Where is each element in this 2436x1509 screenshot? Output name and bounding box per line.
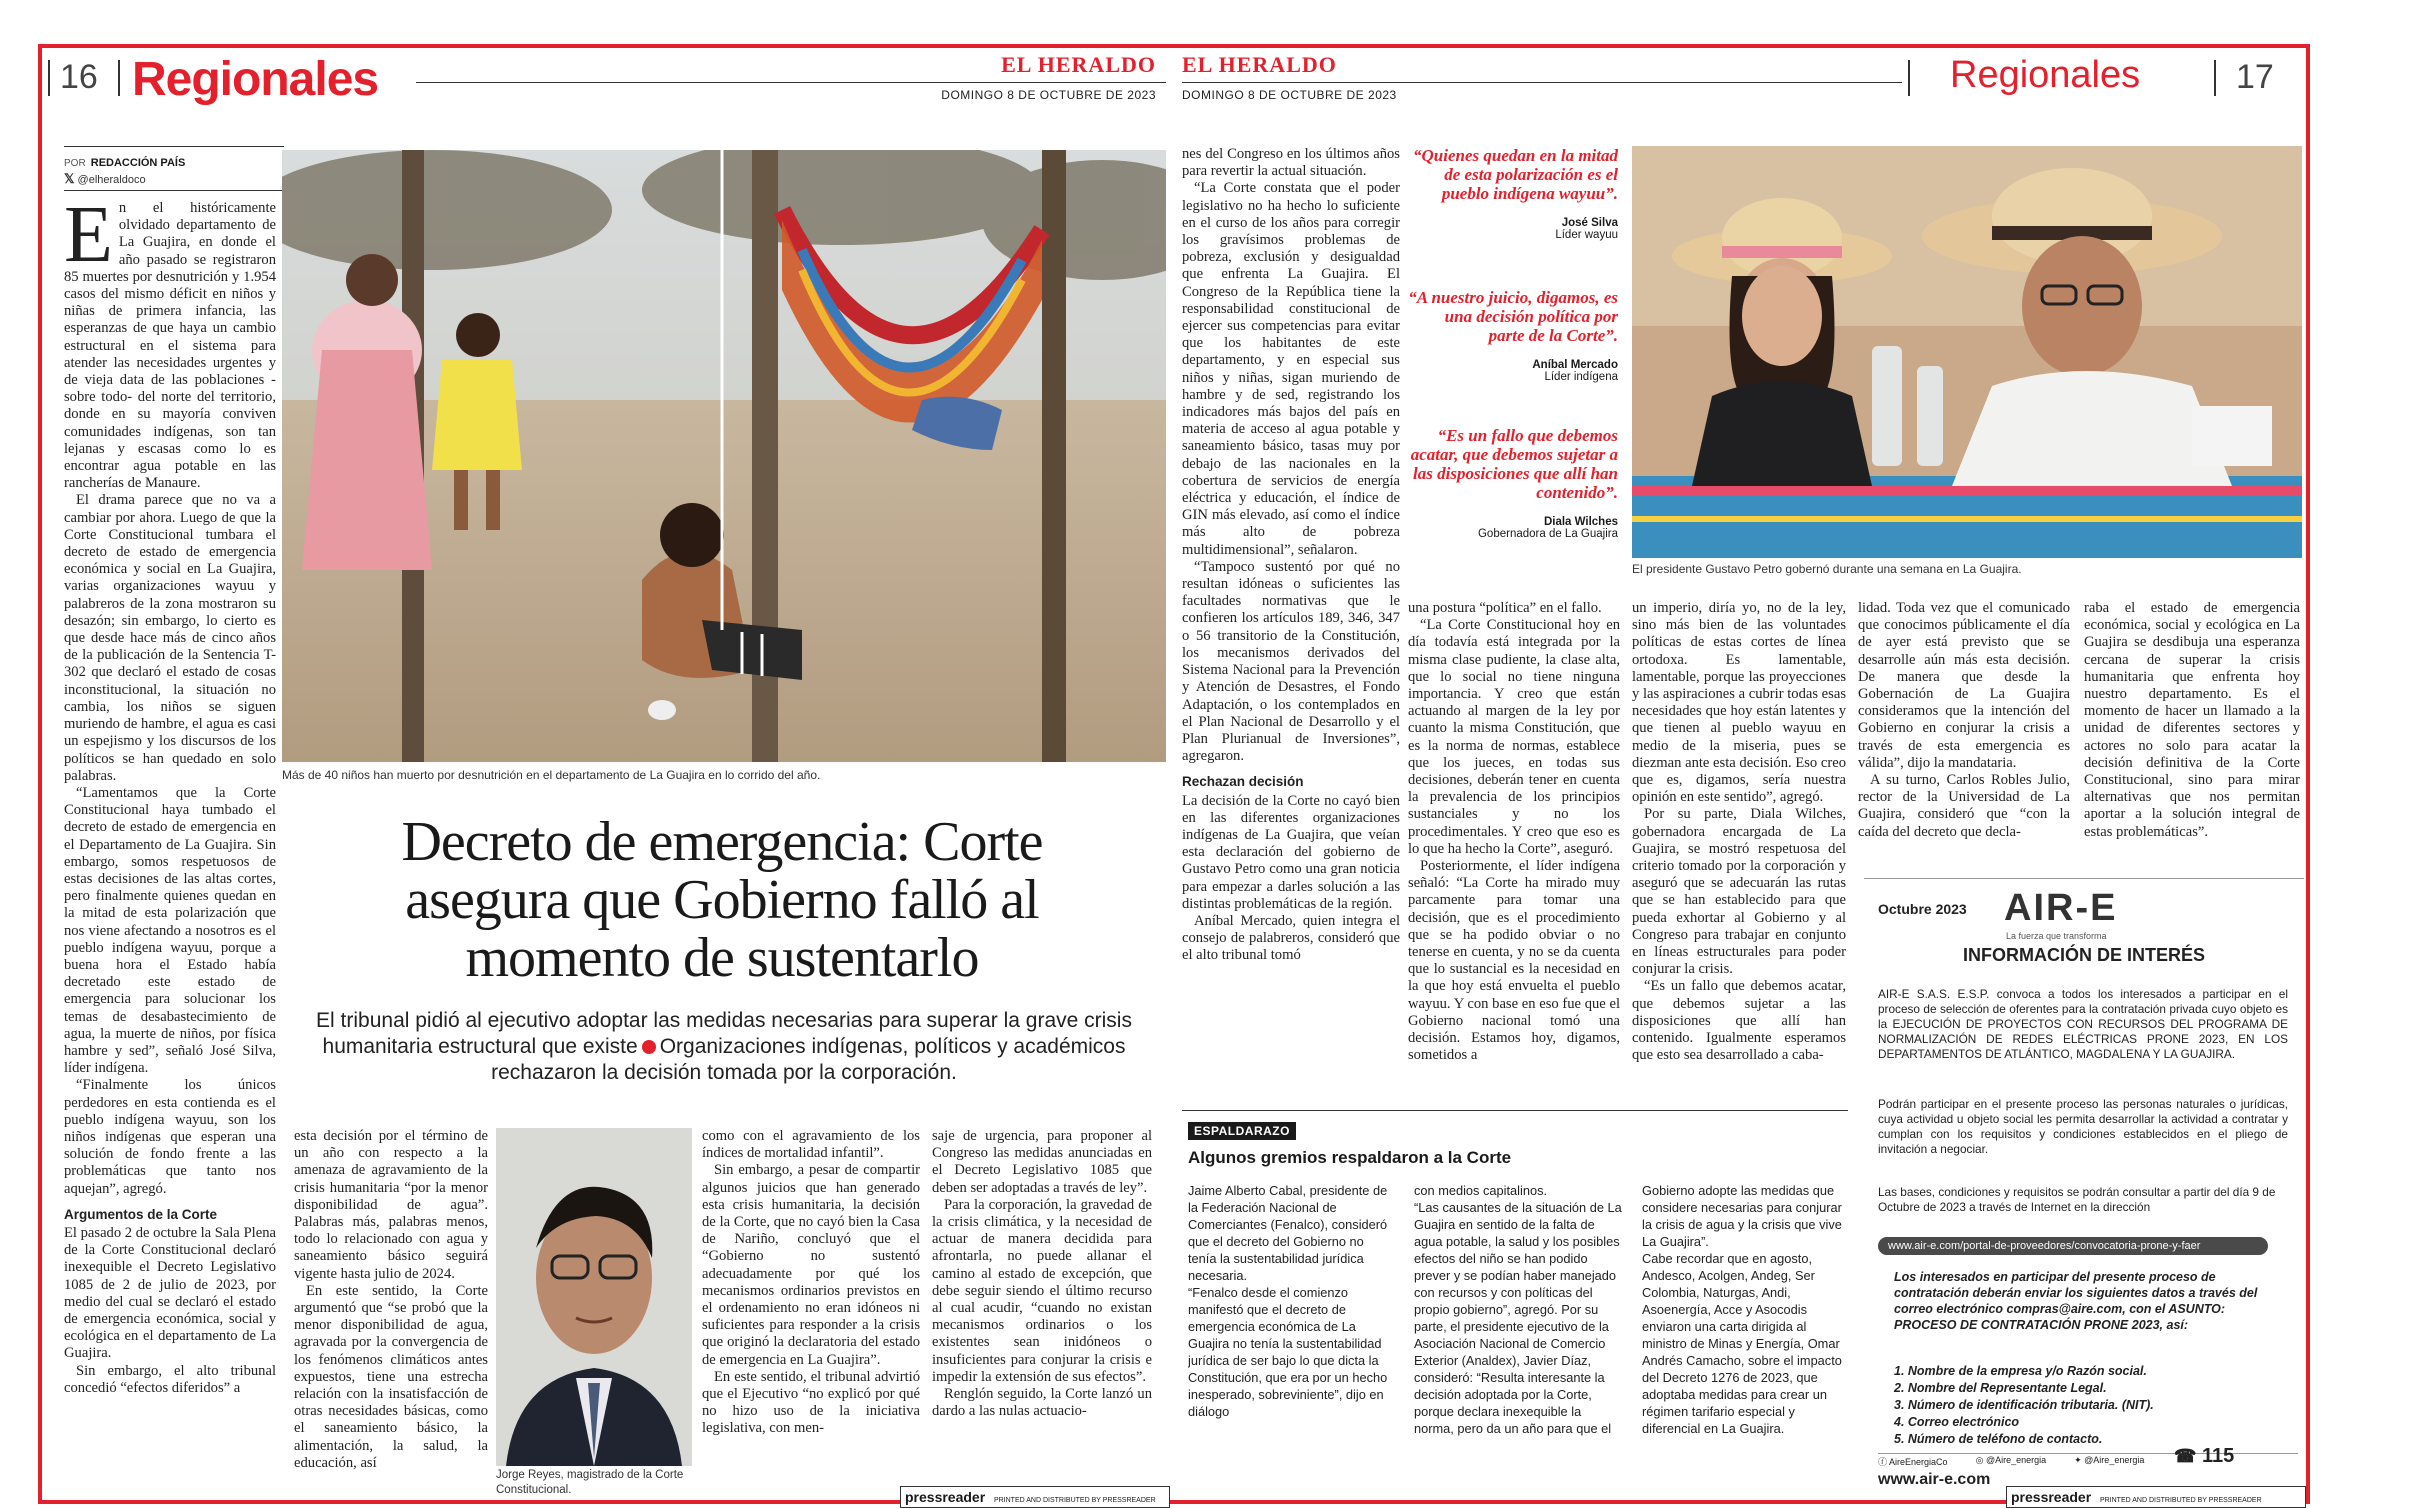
byline-author: REDACCIÓN PAÍS	[90, 157, 186, 169]
box-col-3: Gobierno adopte las medidas que considere necesarias para conjurar la crisis de agua y la crisis que vive La Guajira”. Cabe recordar que en agosto, Andesco, Acolgen, Andeg, Ser Colombia, Naturgas, Andi, Asoenergía, Acce y Asocodis enviaron una carta dirigida al ministro de Minas y Energía, Omar Andrés Camacho, sobre el impacto del Decreto 1276 de 2023, que adoptaba medidas para crear un régimen tarifario especial y diferencial en La Guajira.	[1642, 1183, 1842, 1436]
right-col-4: lidad. Toda vez que el comunicado que conocimos públicamente el día de ayer está previsto que se desarrolle aún más esta decisión. De manera que desde la Gobernación de La Guajira consideramos que la intención del Gobierno en conjurar la crisis a través de esta emergencia es válida”, dijo la mandataria. A su turno, Carlos Robles Julio, rector de la Universidad de La Guajira, consideró que “con la caída del decreto que decla-	[1858, 600, 2070, 840]
x-social-icon: 𝕏	[64, 171, 75, 186]
left-page	[42, 48, 1170, 1508]
social-handle[interactable]: @elheraldoco	[77, 174, 146, 186]
ad-title: INFORMACIÓN DE INTERÉS	[1962, 945, 2205, 965]
right-col-2: una postura “política” en el fallo. “La Corte Constitucional hoy en día todavía está integrada por la misma clase pudiente, la clase alta, que lo social no tiene ninguna importancia. Y creo que están actuando al margen de la ley por cuanto la misma Constitución, que es la norma de normas, establece que los jueces, en todas sus decisiones, deberán tener en cuenta la prevalencia de los principios sustanciales y no los procedimentales. Y creo que eso es lo que ha hecho la Corte”, aseguró. Posteriormente, el líder indígena señaló: “La Corte ha mirado muy parcamente para tomar una decisión, que es el procedimiento que se ha podido obviar o no tenerse en cuenta, y no se da cuenta que lo sustancial es la necesidad en la que hoy está envuelta el pueblo wayuu. Y con base en eso fue que el Gobierno nacional tomó una decisión. Estamos hoy, digamos, sometidos a	[1408, 600, 1620, 1064]
dek: El tribunal pidió al ejecutivo adoptar las medidas necesarias para superar la grave crisis humanitaria estructural que existe Organizaciones indígenas, políticos y académicos rechazaron la decisión tomada por la corporación.	[316, 1009, 1132, 1084]
drop-cap: E	[64, 200, 113, 279]
masthead-brand-right: EL HERALDO	[1182, 52, 1337, 77]
red-bullet-icon	[642, 1040, 656, 1054]
issue-date-right: DOMINGO 8 DE OCTUBRE DE 2023	[1182, 88, 1397, 102]
newspaper-spread	[38, 44, 2310, 1504]
headline: Decreto de emergencia: Corte asegura que Gobierno falló al momento de sustentarlo	[401, 811, 1043, 989]
petro-photo-illustration	[1632, 146, 2302, 558]
portrait-caption: Jorge Reyes, magistrado de la Corte Constitucional.	[496, 1469, 684, 1496]
twitter-icon: ✦	[2074, 1455, 2082, 1465]
right-col-3: un imperio, diría yo, no de la ley, sino más bien de las voluntades políticas de estas cortes de línea ortodoxa. Es lamentable, lamentable, porque las proyecciones y las aspiraciones a cubrir todas esas necesidades que hoy están latentes y que tienen al pueblo wayuu en medio de la miseria, pues se diezman ante esta decisión. Eso creo que es, digamos, sería nuestra opinión en este sentido”, agregó. Por su parte, Diala Wilches, gobernadora encargada de La Guajira, se mostró respetuosa del criterio tomado por la corporación y aseguró que se adecuarán las rutas que se han establecido para que pueda exhortar al Gobierno y al Congreso para trabajar en conjunto en líneas estructurales para poder conjurar la crisis. “Es un fallo que debemos acatar, que debemos sujetar a las disposiciones que allí han contenido. Igualmente esperamos que esto sea desarrollado a caba-	[1632, 600, 1846, 1064]
petro-photo-caption: El presidente Gustavo Petro gobernó durante una semana en La Guajira.	[1632, 562, 2022, 576]
portrait-jorge-reyes	[496, 1128, 692, 1466]
facebook-icon: ⓕ	[1878, 1457, 1888, 1467]
byline: POR REDACCIÓN PAÍS 𝕏 @elheraldoco	[64, 146, 284, 191]
box-title: Algunos gremios respaldaron a la Corte	[1188, 1148, 1512, 1167]
left-col-3: como con el agravamiento de los índices de mortalidad infantil”. Sin embargo, a pesar de compartir algunos juicios que han generado esta crisis humanitaria, la decisión de la Corte, que no cayó bien la Casa de Nariño, concluyó que el “Gobierno no sustentó adecuadamente por qué los mecanismos ordinarios previstos en el ordenamiento no eran idóneos ni suficientes para responder a la crisis que originó la declaratoria del estado de emergencia en La Guajira”. En este sentido, el tribunal advirtió que el Ejecutivo “no explicó por qué no hizo uso de la iniciativa legislativa, con men-	[702, 1128, 920, 1437]
ad-social-links: ⓕ AireEnergiaCo ◎ @Aire_energia ✦ @Aire_energia	[1878, 1455, 2145, 1467]
ad-url-bar[interactable]: www.air-e.com/portal-de-proveedores/convocatoria-prone-y-faer	[1878, 1237, 2268, 1255]
subhead-argumentos: Argumentos de la Corte	[64, 1206, 218, 1222]
headset-icon: ☎	[2174, 1446, 2197, 1466]
right-col-5: raba el estado de emergencia económica, social y ecológica en La Guajira se desdibuja una esperanza cercana de superar la crisis humanitaria que enfrenta hoy nuestro departamento. Es el momento de hacer un llamado a la unidad de diferentes sectores y actores no solo para acatar la decisión definitiva de la Corte Constitucional, sino para mirar alternativas que nos permitan aportar a la solución integral de estas problemáticas”.	[2084, 600, 2300, 840]
portrait-illustration	[496, 1128, 692, 1466]
right-col-1: nes del Congreso en los últimos años para revertir la actual situación. “La Corte constata que el poder legislativo no ha hecho lo suficiente en el curso de los años para corregir los gravísimos problemas de pobreza, exclusión y desigualdad que enfrenta La Guajira. El Congreso de la República tiene la responsabilidad constitucional de ejercer sus competencias para evitar que los habitantes de este departamento, y en especial sus niños y niñas, sigan muriendo de hambre y de sed, registrando los indicadores más bajos del país en materia de acceso al agua potable y saneamiento básico, tasas muy por debajo de las nacionales en la cobertura de servicios de energía eléctrica y educación, el índice de GIN más elevado, así como el índice más alto de pobreza multidimensional”, señalaron. “Tampoco sustentó por qué no resultan idóneas o suficientes las facultades normativas que le confieren los artículos 189, 346, 347 o 56 transitorio de la Constitución, los mecanismos derivados del Sistema Nacional para la Prevención y Atención de Desastres, el Fondo Adaptación, o los contemplados en el Plan Nacional de Desarrollo y el Plan Plurianual de Inversiones”, agregaron. Rechazan decisión La decisión de la Corte no cayó bien en las diferentes organizaciones indígenas de La Guajira, que veían esta declaración del gobierno de Gustavo Petro como una gran noticia para empezar a darles solución a las distintas problemáticas de la región. Aníbal Mercado, quien integra el consejo de palabreros, consideró que el alto tribunal tomó	[1182, 146, 1400, 964]
ad-website[interactable]: www.air-e.com	[1878, 1471, 1991, 1488]
page-number: 16	[60, 58, 98, 96]
box-col-1: Jaime Alberto Cabal, presidente de la Federación Nacional de Comerciantes (Fenalco), consideró que el decreto del Gobierno no tenía la sustentabilidad jurídica necesaria. “Fenalco desde el comienzo manifestó que el decreto de emergencia económica de La Guajira no tenía la sustentabilidad jurídica de ser bajo lo que dicta la Constitución, que era por un hecho inesperado, sobreviniente”, dijo en diálogo	[1188, 1183, 1388, 1419]
left-col-4: saje de urgencia, para proponer al Congreso las medidas anunciadas en el Decreto Legislativo 1085 que deben ser adoptadas a través de ley”. Para la corporación, la gravedad de la crisis climática, y la necesidad de actuar de manera decidida para afrontarla, no puede allanar el camino al estado de excepción, que debe seguir siendo el último recurso al cual acudir, “cuando no existan mecanismos ordinarios o los existentes sean inidóneos o insuficientes para conjurar la crisis e impedir la extensión de sus efectos”. Renglón seguido, la Corte lanzó un dardo a las nulas actuacio-	[932, 1128, 1152, 1420]
pressreader-footer-right[interactable]: pressreader PRINTED AND DISTRIBUTED BY PRESSREADER	[2006, 1486, 2306, 1508]
pull-quote-anibal-mercado: “A nuestro juicio, digamos, es una decisión política por parte de la Corte”. Aníbal Mercado Líder indígena	[1408, 288, 1618, 383]
left-col-2: esta decisión por el término de un año con respecto a la amenaza de agravamiento de la crisis humanitaria “por la menor disponibilidad de agua”. Palabras más, palabras menos, todo lo relacionado con agua y saneamiento básico seguirá vigente hasta julio de 2024. En este sentido, la Corte argumentó que “se probó que la menor disponibilidad de agua, agravada por la convergencia de los fenómenos climáticos antes expuestos, tiene una estrecha relación con la insatisfacción de otras necesidades básicas, como el saneamiento básico, la alimentación, la salud, la educación, así	[294, 1128, 488, 1471]
photo-gustavo-petro	[1632, 146, 2302, 558]
children-photo-illustration	[282, 150, 1166, 762]
pull-quote-jose-silva: “Quienes quedan en la mitad de esta polarización es el pueblo indígena wayuu”. José Silva Líder wayuu	[1413, 146, 1618, 241]
issue-date: DOMINGO 8 DE OCTUBRE DE 2023	[941, 88, 1156, 102]
main-photo-caption: Más de 40 niños han muerto por desnutrición en el departamento de La Guajira en lo corrido del año.	[282, 768, 821, 782]
masthead-brand: EL HERALDO	[1001, 52, 1156, 77]
ad-phone: ☎ 115	[2174, 1445, 2235, 1467]
section-title: Regionales	[132, 53, 379, 106]
main-photo-children-guajira	[282, 150, 1166, 762]
ad-month: Octubre 2023	[1878, 901, 1967, 917]
ad-requirements-list: 1. Nombre de la empresa y/o Razón social. 2. Nombre del Representante Legal. 3. Número de identificación tributaria. (NIT). 4. Correo electrónico 5. Número de teléfono de contacto.	[1894, 1364, 2154, 1446]
instagram-icon: ◎	[1975, 1455, 1984, 1465]
section-title-right: Regionales	[1950, 54, 2141, 96]
ad-tagline: La fuerza que transforma	[2006, 931, 2107, 941]
right-header	[1174, 52, 2310, 106]
page-number-right: 17	[2236, 58, 2274, 96]
pull-quote-diala-wilches: “Es un fallo que debemos acatar, que debemos sujetar a las disposiciones que allí han contenido”. Diala Wilches Gobernadora de La Guajira	[1410, 426, 1618, 540]
air-e-advertisement: Octubre 2023 AIR-E La fuerza que transforma INFORMACIÓN DE INTERÉS AIR-E S.A.S. E.S.P. convoca a todos los interesados a participar en el proceso de selección de oferentes para la contratación privada cuyo objeto es la EJECUCIÓN DE PROYECTOS CON RECURSOS DEL PROGRAMA DE NORMALIZACIÓN DE REDES ELÉCTRICAS PRONE 2023, EN LOS DEPARTAMENTOS DE ATLÁNTICO, MAGDALENA Y LA GUAJIRA. Podrán participar en el presente proceso las personas naturales o jurídicas, cuya actividad u objeto social les permita desarrollar la actividad a contratar y cumplan con los requisitos y condiciones establecidos en el pliego de invitación a negociar. Las bases, condiciones y requisitos se podrán consultar a partir del día 9 de Octubre de 2023 a través de Internet en la dirección www.air-e.com/portal-de-proveedores/convocatoria-prone-y-faer Los interesados en participar del presente proceso de contratación deberán enviar los siguientes datos a través del correo electrónico compras@aire.com, con el ASUNTO: PROCESO DE CONTRATACIÓN PRONE 2023, así: 1. Nombre de la empresa y/o Razón social. 2. Nombre del Representante Legal. 3. Número de identificación tributaria. (NIT). 4. Correo electrónico 5. Número de teléfono de contacto. ⓕ AireEnergiaCo ◎ @Aire_energia ✦ @Aire_energia ☎ 115 www.air-e.com	[1864, 878, 2304, 1490]
right-page	[1174, 48, 2314, 1508]
left-col-1: En el históricamente olvidado departamento de La Guajira, en donde el año pasado se registraron 85 muertes por desnutrición y 1.954 casos del mismo déficit en niños y niñas de primera infancia, las esperanzas de que haya un cambio estructural en el sistema para atender las necesidades urgentes y de vieja data de las poblaciones -sobre todo- del norte del territorio, donde en su mayoría conviven comunidades indígenas, son tan lejanas y escasas como lo es encontrar agua potable en las rancherías de Manaure. El drama parece que no va a cambiar por ahora. Luego de que la Corte Constitucional tumbara el decreto de estado de emergencia económica y social en La Guajira, varias organizaciones wayuu y palabreros de la zona mostraron su desazón; sin embargo, lo cierto es que desde hace más de cinco años de la publicación de la Sentencia T-302 que declaró el estado de cosas inconstitucional, la situación no cambia, los niños se siguen muriendo de hambre, el agua es casi un espejismo y los discursos de los políticos se han quedado en solo palabras. “Lamentamos que la Corte Constitucional haya tumbado el decreto de estado de emergencia en el Departamento de La Guajira. Sin embargo, somos respetuosos de estas decisiones de las altas cortes, pero finalmente quienes quedan en la mitad de esta polarización que nos viene afectando a nosotros es el pueblo indígena wayuu, porque a buena hora el Estado había decretado este estado de emergencia para solucionar los temas de desabastecimiento de agua, la muerte de niños, por física hambre y sed”, señaló José Silva, líder indígena. “Finalmente los únicos perdedores en esta contienda es el pueblo indígena wayuu, son los niños indígenas que esperan una solución de fondo frente a las problemáticas que tanto nos aquejan”, agregó. Argumentos de la Corte El pasado 2 de octubre la Sala Plena de la Corte Constitucional declaró inexequible el Decreto Legislativo 1085 de 2 de julio de 2023, por medio del cual se declaró el estado de emergencia económica, social y ecológica en el departamento de La Guajira. Sin embargo, el alto tribunal concedió “efectos diferidos” a	[64, 200, 276, 1396]
pressreader-footer-left[interactable]: pressreader PRINTED AND DISTRIBUTED BY PRESSREADER	[900, 1486, 1170, 1508]
tag-espaldarazo: ESPALDARAZO	[1188, 1122, 1296, 1140]
subhead-rechazan: Rechazan decisión	[1182, 774, 1304, 790]
box-col-2: con medios capitalinos. “Las causantes de la situación de La Guajira en sentido de la falta de agua potable, la salud y los posibles efectos del niño se han podido prever y se podían haber manejado con recursos y con políticas del propio gobierno”, agregó. Por su parte, el presidente ejecutivo de la Asociación Nacional de Comercio Exterior (Analdex), Javier Díaz, consideró: “Resulta interesante la decisión adoptada por la Corte, porque declara inexequible la norma, pero da un año para que el	[1414, 1183, 1622, 1436]
left-header	[46, 52, 1166, 106]
air-e-logo: AIR-E	[2004, 887, 2118, 929]
